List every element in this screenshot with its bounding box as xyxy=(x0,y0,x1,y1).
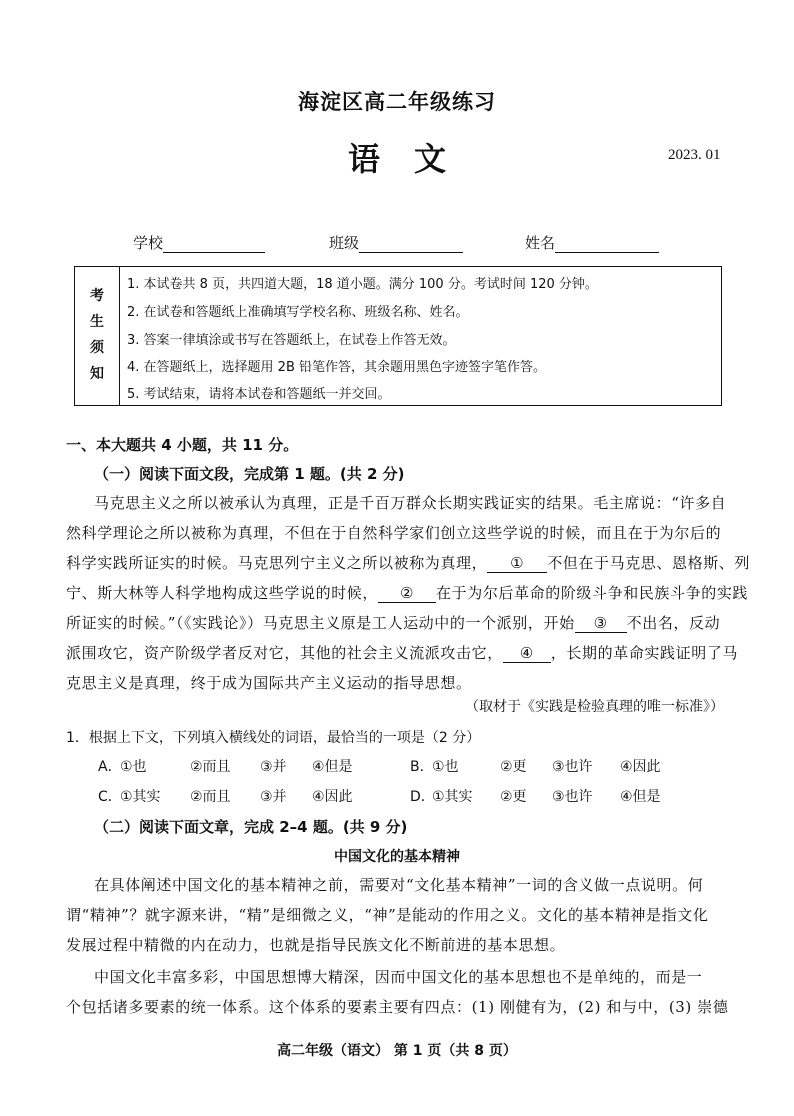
option-word: ①也 xyxy=(432,759,459,775)
notes-side-label xyxy=(75,267,120,405)
option-letter: A． xyxy=(98,759,122,775)
option-word: ②而且 xyxy=(190,789,231,805)
option-word: ③并 xyxy=(260,789,287,805)
section-heading: 一、本大题共 4 小题，共 11 分。 xyxy=(66,436,299,454)
passage-text: 不出名，反动 xyxy=(626,614,721,632)
class-blank[interactable] xyxy=(359,237,463,253)
article-line: 中国文化丰富多彩，中国思想博大精深，因而中国文化的基本思想也不是单纯的，而是一 xyxy=(94,968,703,986)
option-word: ①其实 xyxy=(120,789,161,805)
passage-line xyxy=(66,552,750,573)
passage-line: 然科学理论之所以被称为真理，不但在于自然科学家们创立这些学说的时候，而且在于为尔后的 xyxy=(66,524,722,542)
passage-text: 派围攻它，资产阶级学者反对它，其他的社会主义流派攻击它， xyxy=(66,644,503,662)
notes-label-char: 考 xyxy=(90,288,104,304)
option-word: ④因此 xyxy=(312,789,353,805)
option-b[interactable] xyxy=(410,756,710,776)
exam-notes-box xyxy=(74,266,722,406)
option-word: ④因此 xyxy=(620,759,661,775)
option-word: ④但是 xyxy=(620,789,661,805)
notes-label-char: 知 xyxy=(90,366,104,382)
option-word: ③并 xyxy=(260,759,287,775)
passage-line xyxy=(66,612,720,633)
school-blank[interactable] xyxy=(163,237,265,253)
option-word: ②更 xyxy=(500,759,527,775)
blank-2[interactable]: ② xyxy=(378,584,436,603)
blank-4[interactable]: ④ xyxy=(503,644,551,663)
option-word: ②而且 xyxy=(190,759,231,775)
question-1-stem: 1．根据上下文，下列填入横线处的词语，最恰当的一项是（2 分） xyxy=(66,730,481,746)
notes-label-char: 须 xyxy=(90,340,104,356)
notes-item: 2. 在试卷和答题纸上准确填写学校名称、班级名称、姓名。 xyxy=(127,305,469,320)
option-word: ③也许 xyxy=(552,789,593,805)
name-blank[interactable] xyxy=(555,237,659,253)
option-word: ①也 xyxy=(120,759,147,775)
blank-1[interactable]: ① xyxy=(487,554,547,573)
passage-line: 克思主义是真理，终于成为国际共产主义运动的指导思想。 xyxy=(66,674,472,692)
passage-source: （取材于《实践是检验真理的唯一标准》） xyxy=(465,699,724,715)
school-field[interactable] xyxy=(133,232,265,253)
passage-line: 马克思主义之所以被承认为真理，正是千百万群众长期实践证实的结果。毛主席说：“许多自 xyxy=(94,494,727,512)
school-label: 学校 xyxy=(133,234,164,252)
name-label: 姓名 xyxy=(525,234,556,252)
passage-text: 不但在于马克思、恩格斯、列 xyxy=(547,554,751,572)
article-line: 发展过程中精微的内在动力，也就是指导民族文化不断前进的基本思想。 xyxy=(66,936,566,954)
class-label: 班级 xyxy=(329,234,360,252)
name-field[interactable] xyxy=(525,232,659,253)
passage-text: ，长期的革命实践证明了马 xyxy=(550,644,739,662)
passage-line xyxy=(66,582,748,603)
notes-item: 4. 在答题纸上，选择题用 2B 铅笔作答，其余题用黑色字迹签字笔作答。 xyxy=(127,360,546,375)
blank-3[interactable]: ③ xyxy=(575,614,627,633)
passage-line xyxy=(66,642,738,663)
option-letter: B． xyxy=(410,759,434,775)
option-letter: C． xyxy=(98,789,122,805)
option-word: ④但是 xyxy=(312,759,353,775)
part-heading: （一）阅读下面文段，完成第 1 题。(共 2 分) xyxy=(94,465,405,483)
option-word: ③也许 xyxy=(552,759,593,775)
article-line: 在具体阐述中国文化的基本精神之前，需要对“文化基本精神”一词的含义做一点说明。何 xyxy=(94,876,704,894)
passage-text: 宁、斯大林等人科学地构成这些学说的时候， xyxy=(66,584,379,602)
passage-text: 在于为尔后革命的阶级斗争和民族斗争的实践 xyxy=(436,584,749,602)
subject-title: 语文 xyxy=(347,140,480,178)
notes-item: 3. 答案一律填涂或书写在答题纸上，在试卷上作答无效。 xyxy=(127,333,456,348)
option-word: ①其实 xyxy=(432,789,473,805)
passage-text: 所证实的时候。”（《实践论》）马克思主义原是工人运动中的一个派别，开始 xyxy=(66,614,575,632)
notes-item: 5. 考试结束，请将本试卷和答题纸一并交回。 xyxy=(127,387,391,402)
option-c[interactable] xyxy=(98,786,398,806)
passage-text: 科学实践所证实的时候。马克思列宁主义之所以被称为真理， xyxy=(66,554,488,572)
option-d[interactable] xyxy=(410,786,710,806)
option-letter: D． xyxy=(410,789,435,805)
article-line: 个包括诸多要素的统一体系。这个体系的要素主要有四点：(1) 刚健有为，(2) 和与中，(3) 崇德 xyxy=(66,998,729,1016)
notes-item: 1. 本试卷共 8 页，共四道大题，18 道小题。满分 100 分。考试时间 120 分钟。 xyxy=(127,277,598,292)
article-title: 中国文化的基本精神 xyxy=(334,849,460,865)
exam-title: 海淀区高二年级练习 xyxy=(298,90,496,114)
article-line: 谓“精神”？就字源来讲，“精”是细微之义，“神”是能动的作用之义。文化的基本精神是指文化 xyxy=(66,906,709,924)
option-word: ②更 xyxy=(500,789,527,805)
exam-date: 2023. 01 xyxy=(668,147,721,163)
class-field[interactable] xyxy=(329,232,463,253)
page-footer: 高二年级（语文） 第 1 页（共 8 页） xyxy=(277,1043,517,1059)
part-heading: （二）阅读下面文章，完成 2–4 题。(共 9 分) xyxy=(94,818,408,836)
notes-label-char: 生 xyxy=(90,314,104,330)
